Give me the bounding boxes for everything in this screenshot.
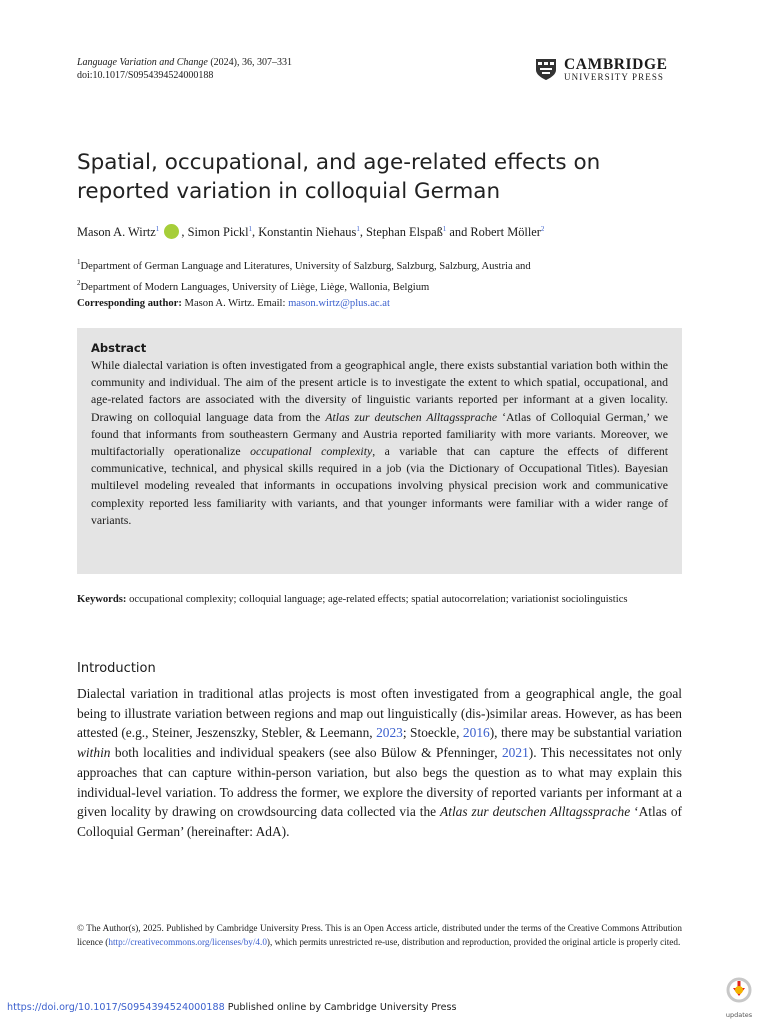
- introduction-paragraph: [77, 684, 682, 842]
- corresponding-author: [77, 296, 531, 312]
- page-footer: [7, 1002, 457, 1013]
- abstract-segment: While dialectal variation is often investigated from a geographical angle, there exists substantial variation both within the community and individual. The aim of the present article is to investigate the extent to which spatial, occupational, and age-related factors are associated with the diversity of linguistic variants reported per informant at a given locality. Drawing on colloquial language data from the: [91, 358, 668, 424]
- keywords-text: occupational complexity; colloquial language; age-related effects; spatial autocorrelation; variationist sociolinguistics: [126, 594, 628, 605]
- license-segment: © The Author(s), 2025. Published by Cambridge University Press. This is an Open Access article, distributed under the terms of the Creative Commons Attribution licence (: [77, 923, 682, 947]
- abstract-box: [77, 328, 682, 574]
- affiliation-marker: 1: [356, 225, 360, 233]
- intro-segment: Dialectal variation in traditional atlas projects is most often investigated from a geographical angle, the goal being to illustrate variation between regions and map out linguistically (dis-)similar areas. However, as has been attested (e.g., Steiner, Jeszenszky, Stebler, & Leemann,: [77, 686, 682, 741]
- affiliation-number: 1: [77, 258, 81, 266]
- intro-segment: ). This necessitates not only approaches that can capture within-person variation, but also begs the question as to what may explain this individual-level variation. To address the former, we explore the diversity of reported variants per informant at a given locality by drawing on crowdsourcing data collected via the: [77, 745, 683, 820]
- author-name[interactable]: Mason A. Wirtz: [77, 225, 156, 239]
- abstract-term: occupational complexity: [250, 444, 373, 459]
- abstract-segment: ‘Atlas of Colloquial German,’ we found that informants from southeastern Germany and Austria reported familiarity with more variants. Moreover, we multifactorially operationalize: [91, 409, 668, 459]
- check-updates-icon: [722, 976, 756, 1006]
- corresponding-text: Mason A. Wirtz. Email:: [181, 298, 289, 309]
- footer-published-text: Published online by Cambridge University Press: [224, 1002, 457, 1013]
- check-for-updates-badge[interactable]: [722, 976, 756, 1019]
- author-name[interactable]: Robert Möller: [470, 225, 541, 239]
- intro-atlas-title: Atlas zur deutschen Alltagssprache: [440, 804, 631, 820]
- affiliation-number: 2: [77, 279, 81, 287]
- intro-segment: both localities and individual speakers (see also Bülow & Pfenninger,: [110, 745, 502, 761]
- abstract-segment: , a variable that can capture the effects of different communicative, technical, and physical skills required in a job (via the Dictionary of Occupational Titles). Bayesian multilevel modeling revealed that informants in occupations involving physical precision work and communicative complexity reported less familiarity with variants, and that younger informants were familiar with a wider range of variants.: [91, 444, 669, 527]
- affiliations: [77, 254, 531, 312]
- author-name[interactable]: Stephan Elspaß: [366, 225, 443, 239]
- author-list: Mason A. Wirtz$^1$ , Simon Pickl$^1$, Konstantin Niehaus$^1$, Stephan Elspaß$^1$ and Robert Möller$^2$: [77, 225, 545, 239]
- keywords: [77, 592, 682, 608]
- intro-segment: ; Stoeckle,: [402, 725, 463, 741]
- affiliation-marker: 1: [248, 225, 253, 233]
- affiliation-text: Department of German Language and Literatures, University of Salzburg, Salzburg, Salzburg, Austria and: [80, 261, 531, 272]
- affiliation-item: [77, 254, 531, 275]
- journal-volume-pages: (2024), 36, 307–331: [207, 57, 293, 68]
- journal-citation: [77, 56, 292, 82]
- license-notice: [77, 922, 682, 949]
- affiliation-item: [77, 275, 531, 296]
- orcid-icon[interactable]: [164, 224, 179, 239]
- abstract-text: [91, 357, 668, 529]
- journal-name: Language Variation and Change: [77, 57, 208, 68]
- corresponding-label: Corresponding author:: [77, 298, 182, 309]
- introduction-heading: Introduction: [77, 661, 156, 676]
- affiliation-marker: 1: [442, 225, 447, 233]
- article-title: Spatial, occupational, and age-related effects on reported variation in colloquial German: [77, 150, 601, 204]
- license-link[interactable]: http://creativecommons.org/licenses/by/4.0: [108, 936, 267, 947]
- author-name[interactable]: Simon Pickl: [187, 225, 249, 239]
- intro-segment: ‘Atlas of Colloquial German’ (hereinafter: AdA).: [77, 804, 682, 839]
- article-doi: doi:10.1017/S0954394524000188: [77, 70, 214, 81]
- check-updates-label: updates: [725, 1011, 753, 1019]
- cambridge-logo[interactable]: [534, 57, 684, 83]
- publisher-name: CAMBRIDGE: [564, 56, 668, 73]
- cambridge-shield-icon: [534, 57, 558, 81]
- corresponding-email-link[interactable]: mason.wirtz@plus.ac.at: [288, 298, 390, 309]
- abstract-heading: Abstract: [91, 341, 147, 355]
- abstract-atlas-title: Atlas zur deutschen Alltagssprache: [325, 409, 498, 424]
- citation-link[interactable]: 2023: [376, 725, 403, 741]
- citation-link[interactable]: 2021: [501, 745, 529, 761]
- footer-doi-link[interactable]: https://doi.org/10.1017/S0954394524000188: [7, 1002, 225, 1013]
- author-name[interactable]: Konstantin Niehaus: [258, 225, 357, 239]
- citation-link[interactable]: 2016: [462, 725, 490, 741]
- affiliation-marker: 2: [540, 225, 545, 233]
- intro-emphasis: within: [77, 745, 111, 761]
- affiliation-marker: 1: [155, 225, 160, 233]
- intro-segment: ), there may be substantial variation: [489, 725, 682, 741]
- publisher-subname: UNIVERSITY PRESS: [564, 72, 665, 82]
- license-segment: ), which permits unrestricted re-use, distribution and reproduction, provided the original article is properly cited.: [266, 936, 681, 947]
- affiliation-text: Department of Modern Languages, University of Liège, Liège, Wallonia, Belgium: [80, 282, 430, 293]
- keywords-label: Keywords:: [77, 594, 127, 605]
